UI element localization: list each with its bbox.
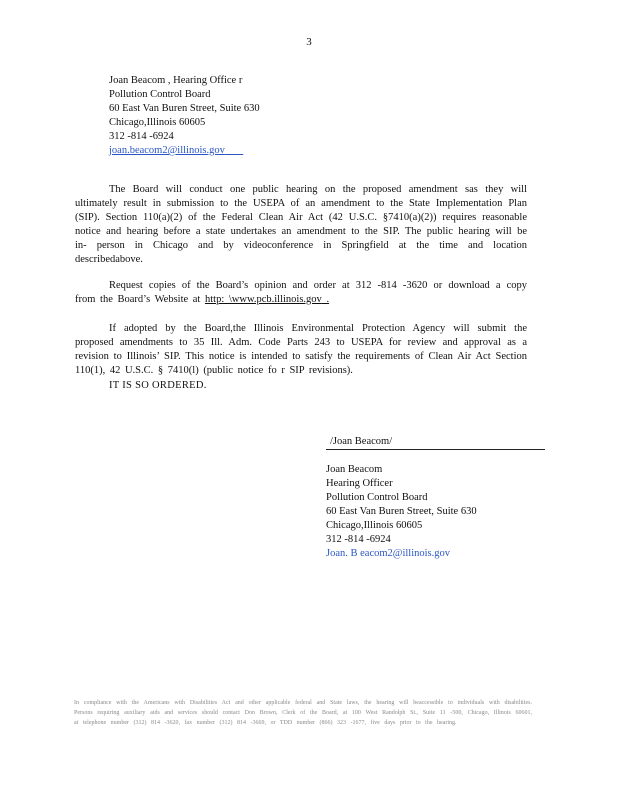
adoption-paragraph: If adopted by the Board,the Illinois Environmental Protection Agency will submit the proposed amendments to 35 Ill. Adm. Code Parts 243 to USEPA for review and approval as a revision to Illinois’ SIP. This notice is intended to satisfy the requirements of Clean Air Act Section 110(1), 42 U.S.C. § 7410(l) (public notice fo r SIP revisions).: [75, 322, 527, 376]
addressee-email-link[interactable]: joan.beacom2@illinois.gov: [109, 145, 225, 156]
addressee-phone: 312 -814 -6924: [109, 131, 174, 142]
signature-rule: [326, 449, 545, 450]
signer-name: Joan Beacom: [326, 464, 383, 475]
signature-line: /Joan Beacom/: [330, 436, 393, 447]
request-text: Request copies of the Board’s opinion and order at 312 -814 -3620 or download a copy from the Board’s Website at: [75, 279, 527, 305]
website-link-pad: .: [321, 293, 330, 305]
signer-title: Hearing Officer: [326, 478, 393, 489]
signer-street: 60 East Van Buren Street, Suite 630: [326, 506, 477, 517]
signer-city: Chicago,Illinois 60605: [326, 520, 423, 531]
signer-org: Pollution Control Board: [326, 492, 428, 503]
page-number: 3: [306, 36, 312, 48]
request-paragraph: [75, 279, 527, 307]
signer-phone: 312 -814 -6924: [326, 534, 391, 545]
addressee-city: Chicago,Illinois 60605: [109, 117, 206, 128]
addressee-street: 60 East Van Buren Street, Suite 630: [109, 103, 260, 114]
addressee-org: Pollution Control Board: [109, 89, 211, 100]
signature-block: [326, 463, 477, 561]
website-link[interactable]: http: \www.pcb.illinois.gov: [204, 293, 322, 305]
hearing-paragraph: The Board will conduct one public hearing on the proposed amendment sas they will ultimately result in submission to the USEPA of an amendment to the State Implementation Plan (SIP). Section 110(a)(2) of the Federal Clean Air Act (42 U.S.C. §7410(a)(2)) requires reasonable notice and hearing before a state undertakes an amendment to the SIP. The public hearing will be in- person in Chicago and by videoconference in Springfield at the time and location describedabove.: [75, 183, 527, 265]
addressee-name: Joan Beacom , Hearing Office r: [109, 75, 243, 86]
accessibility-footer: In compliance with the Americans with Disabilities Act and other applicable federal and State laws, the hearing will beaccessible to individuals with disabilities. Persons requiring auxiliary aids and services should contact Don Brown, Clerk of the Board, at 100 West Randolph St., Suite 11 -500, Chicago, Illinois 60601, at telephone number (312) 814 -3620, fax number (312) 814 -3669, or TDD number (866) 323 -1677, five days prior to the hearing.: [74, 700, 532, 726]
address-block: [109, 74, 260, 158]
signer-email-link[interactable]: Joan. B eacom2@illinois.gov: [326, 548, 450, 559]
email-underline-pad: [225, 145, 243, 156]
ordered-statement: IT IS SO ORDERED.: [109, 380, 207, 391]
